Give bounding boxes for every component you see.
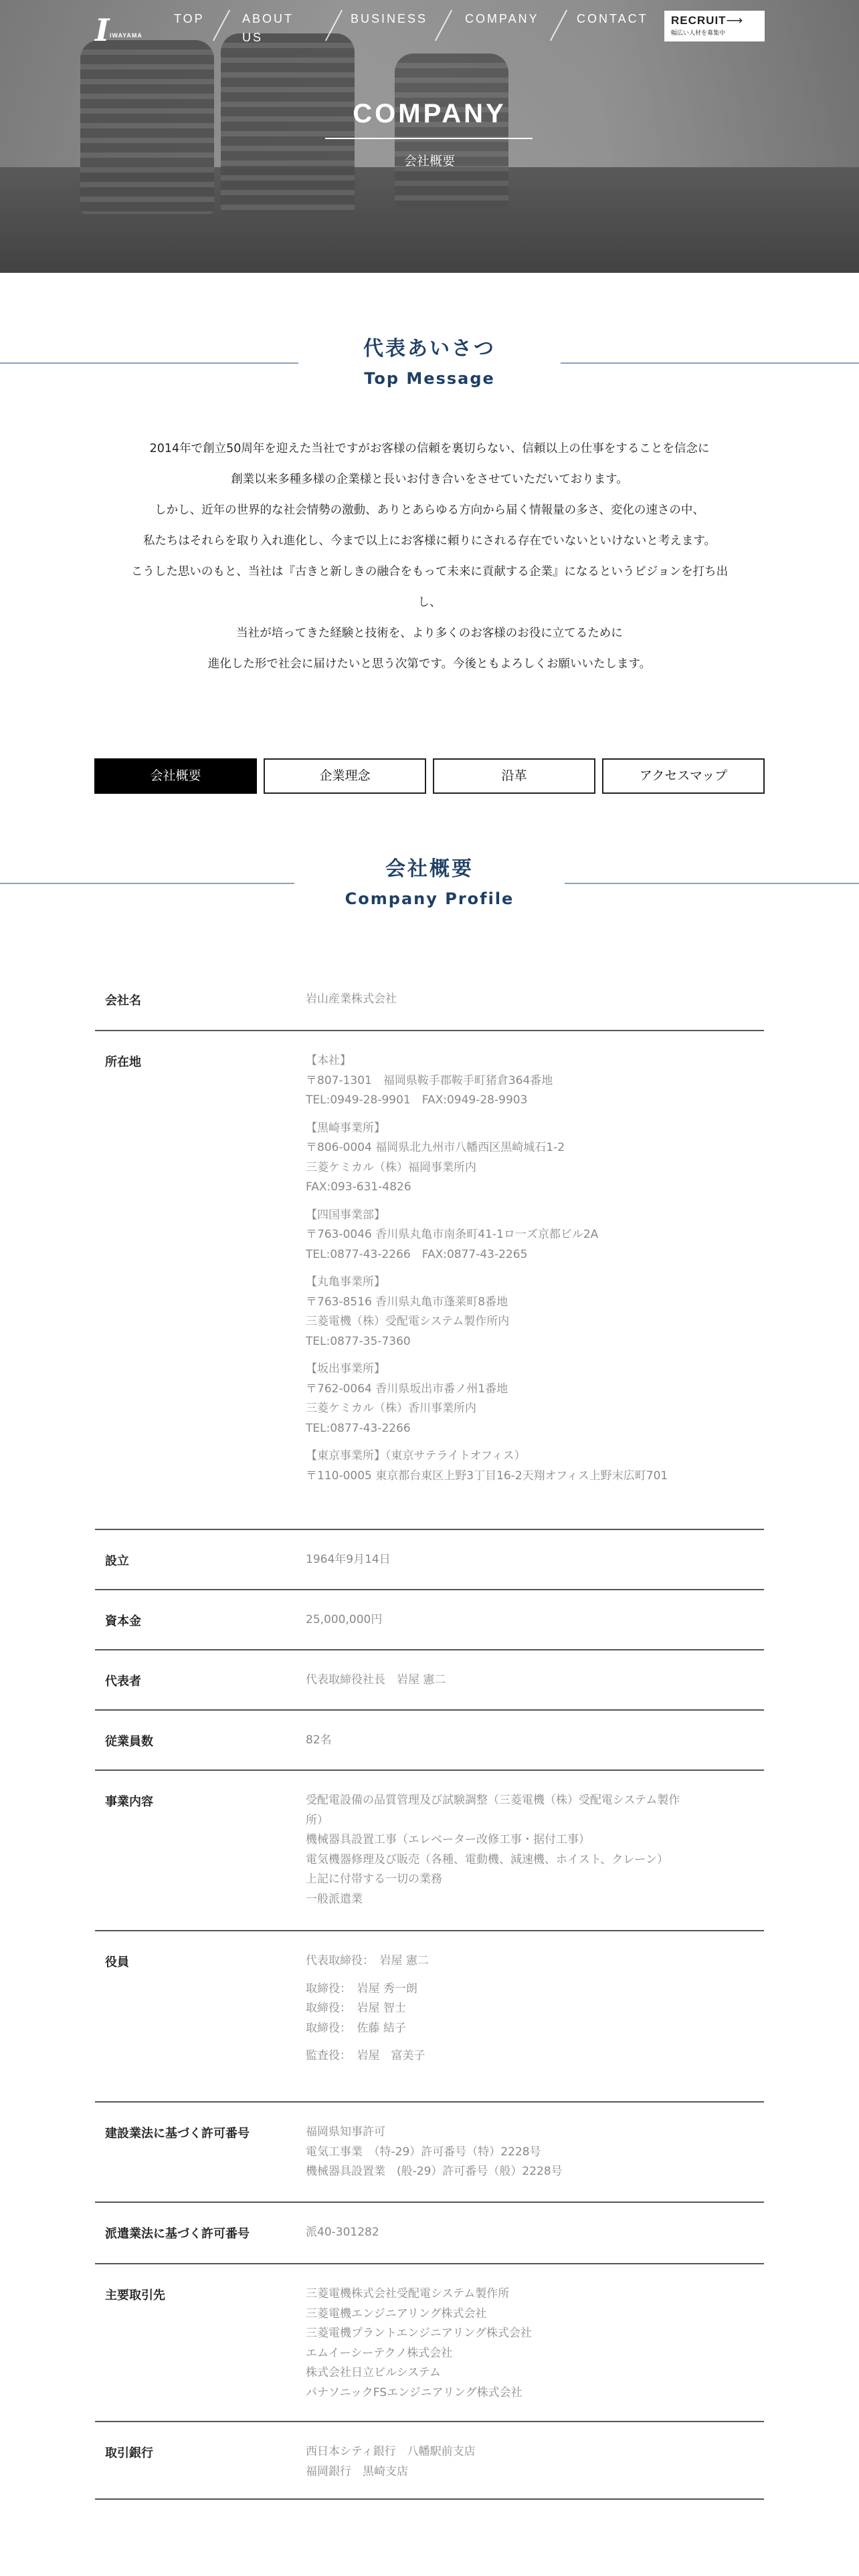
- business-line: 上記に付帯する一切の業務: [306, 1872, 442, 1886]
- row-label: 主要取引先: [105, 2288, 165, 2302]
- license-line: 機械器具設置業 (般-29）許可番号（般）2228号: [306, 2165, 563, 2178]
- profile-row-capital: [95, 1590, 764, 1650]
- profile-row-clients: [95, 2264, 764, 2422]
- recruit-label-row: [671, 14, 758, 27]
- row-value: 25,000,000円: [306, 1613, 383, 1626]
- row-label: 代表者: [105, 1675, 141, 1689]
- address-line: 三菱電機（株）受配電システム製作所内: [306, 1315, 510, 1328]
- message-line: 進化した形で社会に届けたいと思う次第です。今後ともよろしくお願いいたします。: [207, 657, 652, 671]
- business-line: 機械器具設置工事（エレベーター改修工事・据付工事）: [306, 1833, 590, 1846]
- profile-row-banks: [95, 2422, 764, 2500]
- tab-access-map[interactable]: アクセスマップ: [602, 758, 765, 794]
- license-line: 福岡県知事許可: [306, 2125, 385, 2139]
- address-line: TEL:0877-43-2266: [306, 1421, 411, 1435]
- logo-mark: I: [95, 12, 110, 48]
- company-profile-heading: [0, 852, 859, 908]
- logo-wordmark: IWAYAMA: [110, 32, 142, 39]
- row-label: 従業員数: [105, 1735, 153, 1749]
- business-line: 一般派遣業: [306, 1892, 363, 1906]
- address-line: 【黒崎事業所】: [306, 1121, 385, 1135]
- message-line: こうした思いのもと、当社は『古きと新しきの融合をもって未来に貢献する企業』になるというビジョンを打ち出: [130, 565, 729, 578]
- officer-line: 取締役： 佐藤 結子: [306, 2021, 406, 2035]
- address-line: 〒807-1301 福岡県鞍手郡鞍手町猪倉364番地: [306, 1073, 553, 1087]
- address-line: 〒110-0005 東京都台東区上野3丁目16-2天翔オフィス上野末広町701: [306, 1469, 668, 1483]
- address-line: 〒762-0064 香川県坂出市番ノ州1番地: [306, 1382, 508, 1396]
- top-message-body: [94, 433, 765, 679]
- business-line: 受配電設備の品質管理及び試験調整（三菱電機（株）受配電システム製作: [306, 1794, 680, 1807]
- row-label: 派遣業法に基づく許可番号: [105, 2227, 250, 2241]
- profile-row-founded: [95, 1530, 764, 1590]
- page-subtitle: 会社概要: [403, 154, 455, 169]
- nav-company[interactable]: COMPANY: [465, 12, 539, 25]
- profile-row-employees: [95, 1711, 764, 1771]
- message-line: 2014年で創立50周年を迎えた当社ですがお客様の信頼を裏切らない、信頼以上の仕事をすることを信念に: [149, 442, 710, 455]
- row-value: [306, 1051, 767, 1486]
- address-line: 〒806-0004 福岡県北九州市八幡西区黒崎城石1-2: [306, 1141, 565, 1154]
- recruit-label: RECRUIT: [671, 14, 727, 27]
- profile-row-company-name: [95, 983, 764, 1031]
- row-value: [306, 2284, 767, 2403]
- officers-block: [306, 2046, 767, 2066]
- profile-row-officers: [95, 1931, 764, 2103]
- officer-line: 取締役： 岩屋 智士: [306, 2002, 406, 2015]
- client-line: エムイーシーテクノ株式会社: [306, 2346, 453, 2360]
- row-label: 建設業法に基づく許可番号: [105, 2127, 250, 2141]
- company-profile-title-en: Company Profile: [345, 889, 514, 908]
- profile-row-business: [95, 1771, 764, 1931]
- address-block-sakaide: [306, 1360, 767, 1438]
- message-line: 創業以来多種多様の企業様と長いお付き合いをさせていただいております。: [231, 473, 628, 486]
- address-line: 【東京事業所】（東京サテライトオフィス）: [306, 1449, 526, 1463]
- officers-block: [306, 1979, 767, 2039]
- row-value: 岩山産業株式会社: [306, 992, 397, 1006]
- nav-about-us-line1: ABOUT: [242, 12, 294, 25]
- profile-row-address: [95, 1031, 764, 1530]
- row-value: [306, 2442, 767, 2482]
- row-value: [306, 1951, 767, 2066]
- message-line: し、: [417, 596, 442, 609]
- bank-line: 福岡銀行 黒崎支店: [306, 2464, 408, 2478]
- row-value: [306, 2123, 767, 2182]
- company-logo[interactable]: [92, 12, 157, 52]
- address-line: 〒763-8516 香川県丸亀市蓬莱町8番地: [306, 1295, 508, 1309]
- nav-about-us-line2: US: [242, 31, 264, 44]
- address-line: 【坂出事業所】: [306, 1362, 385, 1376]
- tab-company-overview[interactable]: 会社概要: [94, 758, 257, 794]
- row-label: 取引銀行: [105, 2446, 153, 2460]
- tab-history[interactable]: 沿革: [433, 758, 595, 794]
- row-label: 会社名: [105, 994, 141, 1008]
- address-line: TEL:0949-28-9901 FAX:0949-28-9903: [306, 1093, 528, 1107]
- address-line: 〒763-0046 香川県丸亀市南条町41-1ロ一ズ京都ビル2A: [306, 1228, 599, 1241]
- message-line: しかし、近年の世界的な社会情勢の激動、ありとあらゆる方向から届く情報量の多さ、変化の速さの中、: [155, 504, 704, 517]
- address-line: FAX:093-631-4826: [306, 1180, 411, 1194]
- address-line: 【本社】: [306, 1054, 351, 1067]
- address-block-tokyo: [306, 1446, 767, 1486]
- row-value: [306, 1791, 767, 1909]
- row-label: 設立: [105, 1554, 129, 1568]
- top-message-title-en: Top Message: [364, 369, 495, 388]
- row-value: 派40-301282: [306, 2226, 379, 2239]
- address-block-marugame: [306, 1273, 767, 1352]
- address-line: 【丸亀事業所】: [306, 1275, 385, 1289]
- officers-block: [306, 1951, 767, 1971]
- arrow-right-icon: ⟶: [726, 14, 743, 27]
- row-label: 役員: [105, 1955, 129, 1969]
- recruit-sub: 幅広い人材を募集中: [671, 30, 726, 37]
- license-line: 電気工事業 （特-29）許可番号（特）2228号: [306, 2145, 541, 2159]
- profile-row-construction-license: [95, 2103, 764, 2203]
- row-label: 事業内容: [105, 1795, 153, 1809]
- business-line: 所）: [306, 1813, 328, 1827]
- address-line: TEL:0877-43-2266 FAX:0877-43-2265: [306, 1247, 528, 1261]
- hero-banner: [0, 0, 859, 273]
- address-block-kurosaki: [306, 1119, 767, 1198]
- bank-line: 西日本シティ銀行 八幡駅前支店: [306, 2445, 476, 2458]
- address-line: 三菱ケミカル（株）福岡事業所内: [306, 1160, 476, 1174]
- row-value: 82名: [306, 1733, 332, 1747]
- profile-row-representative: [95, 1650, 764, 1711]
- client-line: 三菱電機株式会社受配電システム製作所: [306, 2287, 510, 2300]
- recruit-button[interactable]: [664, 11, 765, 41]
- client-line: 三菱電機プラントエンジニアリング株式会社: [306, 2327, 532, 2340]
- address-line: 【四国事業部】: [306, 1208, 385, 1222]
- address-line: 三菱ケミカル（株）香川事業所内: [306, 1402, 476, 1415]
- nav-business[interactable]: BUSINESS: [351, 12, 428, 25]
- address-block-shikoku: [306, 1206, 767, 1265]
- message-line: 私たちはそれらを取り入れ進化し、今まで以上にお客様に頼りにされる存在でいないといけないと考えます。: [142, 534, 717, 548]
- row-value: 1964年9月14日: [306, 1553, 391, 1566]
- top-message-heading: [0, 332, 859, 388]
- officer-line: 監査役： 岩屋 富美子: [306, 2049, 425, 2062]
- row-label: 所在地: [105, 1055, 141, 1069]
- message-line: 当社が培ってきた経験と技術を、より多くのお客様のお役に立てるために: [236, 627, 623, 640]
- tab-philosophy[interactable]: 企業理念: [264, 758, 426, 794]
- nav-top[interactable]: TOP: [174, 12, 205, 25]
- row-value: 代表取締役社長 岩屋 憲二: [306, 1673, 446, 1687]
- top-message-title-jp: 代表あいさつ: [363, 337, 496, 360]
- client-line: 三菱電機エンジニアリング株式会社: [306, 2306, 487, 2321]
- profile-row-dispatch-license: [95, 2203, 764, 2264]
- address-line: TEL:0877-35-7360: [306, 1334, 411, 1348]
- nav-about-us[interactable]: [242, 9, 294, 47]
- client-line: 株式会社日立ビルシステム: [306, 2366, 441, 2379]
- page-title: COMPANY: [353, 99, 506, 128]
- company-profile-title-jp: 会社概要: [385, 857, 474, 881]
- client-line: パナソニックFSエンジニアリング株式会社: [306, 2385, 522, 2399]
- business-line: 電気機器修理及び販売（各種、電動機、減速機、ホイスト、クレーン）: [306, 1852, 668, 1866]
- row-label: 資本金: [105, 1614, 141, 1628]
- hero-title-underline: [325, 138, 533, 139]
- officer-line: 代表取締役： 岩屋 憲二: [306, 1954, 429, 1967]
- officer-line: 取締役： 岩屋 秀一朗: [306, 1981, 417, 1996]
- address-block-hq: [306, 1051, 767, 1111]
- nav-contact[interactable]: CONTACT: [577, 12, 648, 25]
